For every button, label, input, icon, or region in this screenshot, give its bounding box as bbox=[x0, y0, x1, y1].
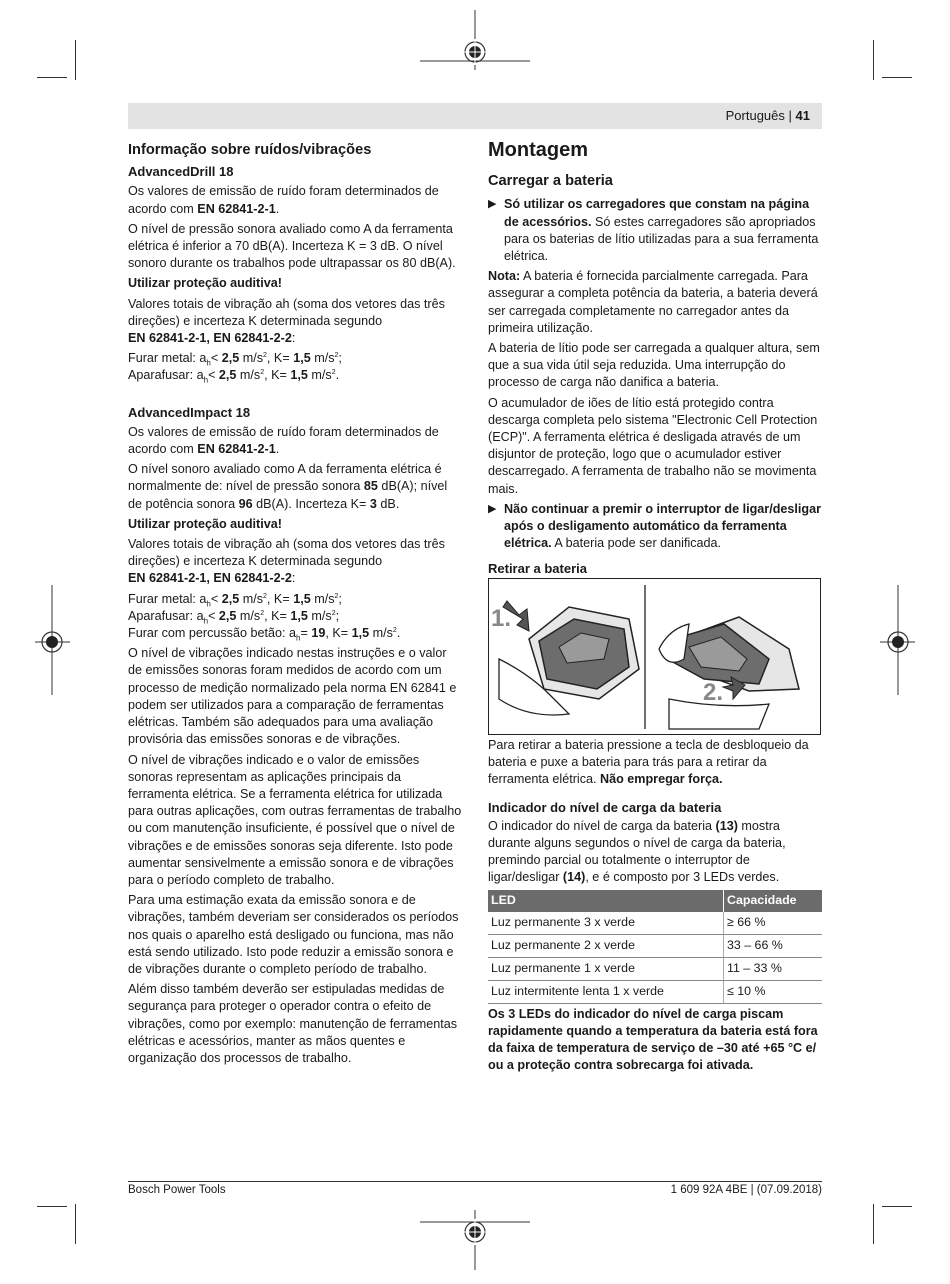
metal-label: Furar metal: a bbox=[128, 351, 207, 366]
impact-p2-a: O nível sonoro avaliado como A da ferramenta elétrica é normalmente de: nível de pressão sonora bbox=[128, 462, 442, 494]
remove-text: Para retirar a bateria pressione a tecla de desbloqueio da bateria e puxe a bateria para trás para a retirar da ferramenta elétrica. bbox=[488, 738, 809, 787]
table-row bbox=[488, 934, 822, 957]
remove-heading: Retirar a bateria bbox=[488, 561, 587, 577]
impact-hammer-value: Furar com percussão betão: $a_h= 19$, K= 1,5 $m/s^2$. bbox=[128, 626, 401, 643]
hammer-ah: 19 bbox=[311, 626, 326, 641]
table-row bbox=[488, 957, 822, 980]
page-number: 41 bbox=[795, 108, 810, 123]
crop-mark bbox=[882, 77, 912, 78]
drill-heading: AdvancedDrill 18 bbox=[128, 164, 234, 180]
impact-screw-label: Aparafusar: a bbox=[128, 608, 204, 623]
impact-noise-text: Os valores de emissão de ruído foram determinados de acordo com bbox=[128, 424, 439, 457]
impact-vibration-intro: Valores totais de vibração ah (soma dos vetores das três direções) e incerteza K determinada segundo bbox=[128, 537, 445, 569]
header-separator: | bbox=[788, 108, 792, 123]
vibration-paragraph-3: Para uma estimação exata da emissão sonora e de vibrações, também deveriam ser considerados os períodos nos quais o aparelho está desligado ou funciona, mas não está sendo utilizado. Isto pode reduzir a emissão sonora e de vibrações durante o completo período de trabalho. bbox=[128, 893, 459, 976]
impact-screw-k: 1,5 bbox=[290, 608, 308, 623]
drill-vibration-standard: EN 62841-2-1, EN 62841-2-2: bbox=[128, 331, 296, 346]
crop-mark bbox=[37, 1206, 67, 1207]
impact-p2-c: dB(A); nível de potência sonora bbox=[128, 479, 448, 511]
metal-k: 1,5 bbox=[293, 351, 311, 366]
screw-k: 1,5 bbox=[290, 368, 308, 383]
impact-screw-ah: 2,5 bbox=[218, 608, 237, 623]
screw-ah: 2,5 bbox=[218, 368, 237, 383]
registration-mark-left bbox=[35, 585, 70, 695]
figure-step-1-label: 1. bbox=[491, 605, 512, 632]
impact-metal-ah: 2,5 bbox=[221, 591, 240, 606]
impact-screw-value: Aparafusar: $a_h< 2,5$ $m/s^2$, K= 1,5 $m/s^2$; bbox=[128, 608, 340, 626]
metal-ah: 2,5 bbox=[221, 351, 240, 366]
indicator-heading: Indicador do nível de carga da bateria bbox=[488, 799, 722, 815]
bullet2-bold: Não continuar a premir o interruptor de ligar/desligar após o desligamento automático da ferramenta elétrica. bbox=[504, 501, 822, 551]
crop-mark bbox=[75, 1204, 76, 1244]
note-text: A bateria é fornecida parcialmente carregada. Para assegurar a completa potência da bateria, a bateria deverá ser carregada completamente no carregador antes da primeira utilização. bbox=[488, 269, 818, 335]
table-header-led: LED bbox=[488, 890, 724, 912]
remove-bold: Não empregar força. bbox=[600, 772, 723, 787]
drill-metal-value: Furar metal: $a_h< 2,5$ $m/s^2$, K= 1,5 $m/s^2$; bbox=[128, 351, 342, 368]
impact-heading: AdvancedImpact 18 bbox=[128, 404, 251, 420]
header-text bbox=[726, 108, 810, 123]
vibration-paragraph-1: O nível de vibrações indicado nestas instruções e o valor de emissões sonoras foram medidos de acordo com um processo de medição normalizado pela norma EN 62841 e podem ser utilizados para a comparação de ferramentas elétricas. Também são adequados para uma avaliação provisória das emissões sonoras e de vibrações. bbox=[128, 646, 457, 747]
crop-mark bbox=[882, 1206, 912, 1207]
drill-noise-paragraph: Os valores de emissão de ruído foram determinados de acordo com EN 62841-2-1. bbox=[128, 184, 439, 216]
drill-vibration-intro: Valores totais de vibração ah (soma dos vetores das três direções) e incerteza K determinada segundo bbox=[128, 296, 445, 328]
led-warning: Os 3 LEDs do indicador do nível de carga piscam rapidamente quando a temperatura da bateria está fora da faixa de temperatura de serviço de –30 até +65 °C e/ ou a proteção contra sobrecarga foi ativada. bbox=[488, 1006, 818, 1073]
bullet-switch bbox=[488, 501, 822, 553]
impact-pressure-paragraph bbox=[128, 461, 464, 513]
bullet1-text: Só estes carregadores são apropriados para os baterias de lítio utilizadas para a sua ferramenta elétrica. bbox=[504, 214, 819, 264]
table-cell: Luz permanente 2 x verde bbox=[488, 934, 724, 957]
table-row bbox=[488, 912, 822, 935]
table-cell: 11 – 33 % bbox=[724, 957, 823, 980]
bullet-arrow-icon: ▶ bbox=[488, 502, 497, 515]
footer-publisher: Bosch Power Tools bbox=[128, 1184, 226, 1196]
crop-mark bbox=[37, 77, 67, 78]
crop-mark bbox=[75, 40, 76, 80]
table-header-row bbox=[488, 890, 822, 912]
screw-label: Aparafusar: a bbox=[128, 368, 204, 383]
page-header bbox=[128, 103, 822, 129]
impact-vib-std: EN 62841-2-1, EN 62841-2-2 bbox=[128, 571, 292, 586]
ind-c: mostra durante alguns segundos o nível de carga da bateria, premindo parcial ou totalmente o interruptor de ligar/desligar bbox=[488, 818, 786, 885]
hammer-label: Furar com percussão betão: a bbox=[128, 626, 296, 641]
vibration-paragraph-4: Além disso também deverão ser estipuladas medidas de segurança para proteger o operador contra o efeito de vibrações, como por exemplo: manutenção de ferramentas elétricas e acessórios, manter as mãos quentes e organização dos processos de trabalho. bbox=[128, 982, 458, 1065]
drill-hearing-warning: Utilizar proteção auditiva! bbox=[128, 276, 282, 291]
impact-p2-f: 3 bbox=[369, 496, 377, 511]
table-header-capacity: Capacidade bbox=[724, 890, 823, 912]
right-column bbox=[488, 139, 822, 581]
charge-heading: Carregar a bateria bbox=[488, 173, 613, 190]
indicator-paragraph bbox=[488, 818, 822, 887]
drill-pressure-paragraph: O nível de pressão sonora avaliado como A da ferramenta elétrica é inferior a 70 dB(A). Incerteza K = 3 dB. O nível sonoro durante os trabalhos pode ultrapassar os 80 dB(A). bbox=[128, 221, 456, 271]
impact-p2-d: 96 bbox=[238, 496, 253, 511]
note-paragraph bbox=[488, 268, 822, 337]
ind-b: (13) bbox=[715, 818, 738, 833]
remove-paragraph bbox=[488, 737, 822, 789]
battery-removal-figure bbox=[488, 578, 821, 735]
lithium-paragraph: A bateria de lítio pode ser carregada a qualquer altura, sem que a sua vida útil seja reduzida. Uma interrupção do processo de carga não danifica a bateria. bbox=[488, 341, 820, 390]
bullet-arrow-icon: ▶ bbox=[488, 198, 497, 211]
impact-noise-standard: EN 62841-2-1 bbox=[197, 442, 276, 457]
bullet2-text: A bateria pode ser danificada. bbox=[551, 536, 722, 551]
footer-rule bbox=[128, 1181, 822, 1182]
crop-mark bbox=[873, 40, 874, 80]
table-cell: ≥ 66 % bbox=[724, 912, 823, 935]
table-cell: 33 – 66 % bbox=[724, 934, 823, 957]
vibration-paragraph-2: O nível de vibrações indicado e o valor de emissões sonoras representam as aplicações principais da ferramenta elétrica. Se a ferramenta elétrica for utilizada para outras aplicações, com outras ferramentas de trabalho ou com manutenção insuficiente, é possível que o nível de vibrações e de emissões sonoras seja diferente. Isto pode aumentar sensivelmente a emissão sonora e de vibrações para o período completo de trabalho. bbox=[128, 752, 462, 887]
note-label: Nota: bbox=[488, 269, 521, 284]
impact-metal-value: Furar metal: $a_h< 2,5$ $m/s^2$, K= 1,5 $m/s^2$; bbox=[128, 591, 342, 609]
impact-noise-paragraph: Os valores de emissão de ruído foram determinados de acordo com EN 62841-2-1. bbox=[128, 424, 439, 457]
table-cell: Luz permanente 3 x verde bbox=[488, 912, 724, 935]
footer-doc-id: 1 609 92A 4BE | (07.09.2018) bbox=[670, 1184, 822, 1196]
battery-illustration bbox=[489, 579, 820, 734]
crop-mark bbox=[873, 1204, 874, 1244]
hammer-k: 1,5 bbox=[351, 626, 370, 641]
table-cell: ≤ 10 % bbox=[724, 980, 823, 1003]
impact-vibration-standard: EN 62841-2-1, EN 62841-2-2: bbox=[128, 571, 296, 586]
impact-p2-e: dB(A). Incerteza K= bbox=[252, 496, 370, 511]
ind-d: (14) bbox=[562, 870, 586, 885]
impact-metal-k: 1,5 bbox=[293, 591, 311, 606]
drill-noise-standard: EN 62841-2-1 bbox=[197, 201, 276, 216]
registration-mark-top bbox=[420, 10, 530, 85]
ecp-paragraph: O acumulador de iões de lítio está protegido contra descarga completa pelo sistema "Electronic Cell Protection (ECP)". A ferramenta elétrica é desligada através de um disjuntor de proteção, logo que o acumulador estiver descarregado. A ferramenta de trabalho não se movimenta mais. bbox=[488, 395, 818, 496]
header-language: Português bbox=[725, 108, 785, 123]
section-title-noise: Informação sobre ruídos/vibrações bbox=[128, 142, 372, 158]
impact-p2-g: dB. bbox=[376, 496, 400, 511]
registration-mark-right bbox=[880, 585, 915, 695]
drill-noise-text: Os valores de emissão de ruído foram determinados de acordo com bbox=[128, 184, 439, 216]
figure-step-2-label: 2. bbox=[703, 679, 724, 706]
section-title-assembly: Montagem bbox=[488, 139, 588, 161]
registration-mark-bottom bbox=[420, 1200, 530, 1270]
ind-a: O indicador do nível de carga da bateria bbox=[488, 818, 716, 833]
bullet1-bold: Só utilizar os carregadores que constam na página de acessórios. bbox=[504, 197, 810, 229]
drill-screw-value: Aparafusar: $a_h< 2,5$ $m/s^2$, K= 1,5 $m/s^2$. bbox=[128, 368, 340, 385]
bullet-chargers bbox=[488, 196, 822, 265]
right-column-lower bbox=[488, 737, 822, 1077]
impact-metal-label: Furar metal: a bbox=[128, 591, 207, 606]
drill-vib-std: EN 62841-2-1, EN 62841-2-2 bbox=[128, 331, 292, 346]
table-cell: Luz permanente 1 x verde bbox=[488, 957, 724, 980]
left-column bbox=[128, 142, 464, 1070]
table-cell: Luz intermitente lenta 1 x verde bbox=[488, 980, 724, 1003]
led-capacity-table bbox=[488, 890, 822, 1004]
impact-p2-b: 85 bbox=[363, 479, 378, 494]
impact-hearing-warning: Utilizar proteção auditiva! bbox=[128, 516, 282, 531]
ind-e: , e é composto por 3 LEDs verdes. bbox=[585, 870, 780, 885]
table-row bbox=[488, 980, 822, 1003]
